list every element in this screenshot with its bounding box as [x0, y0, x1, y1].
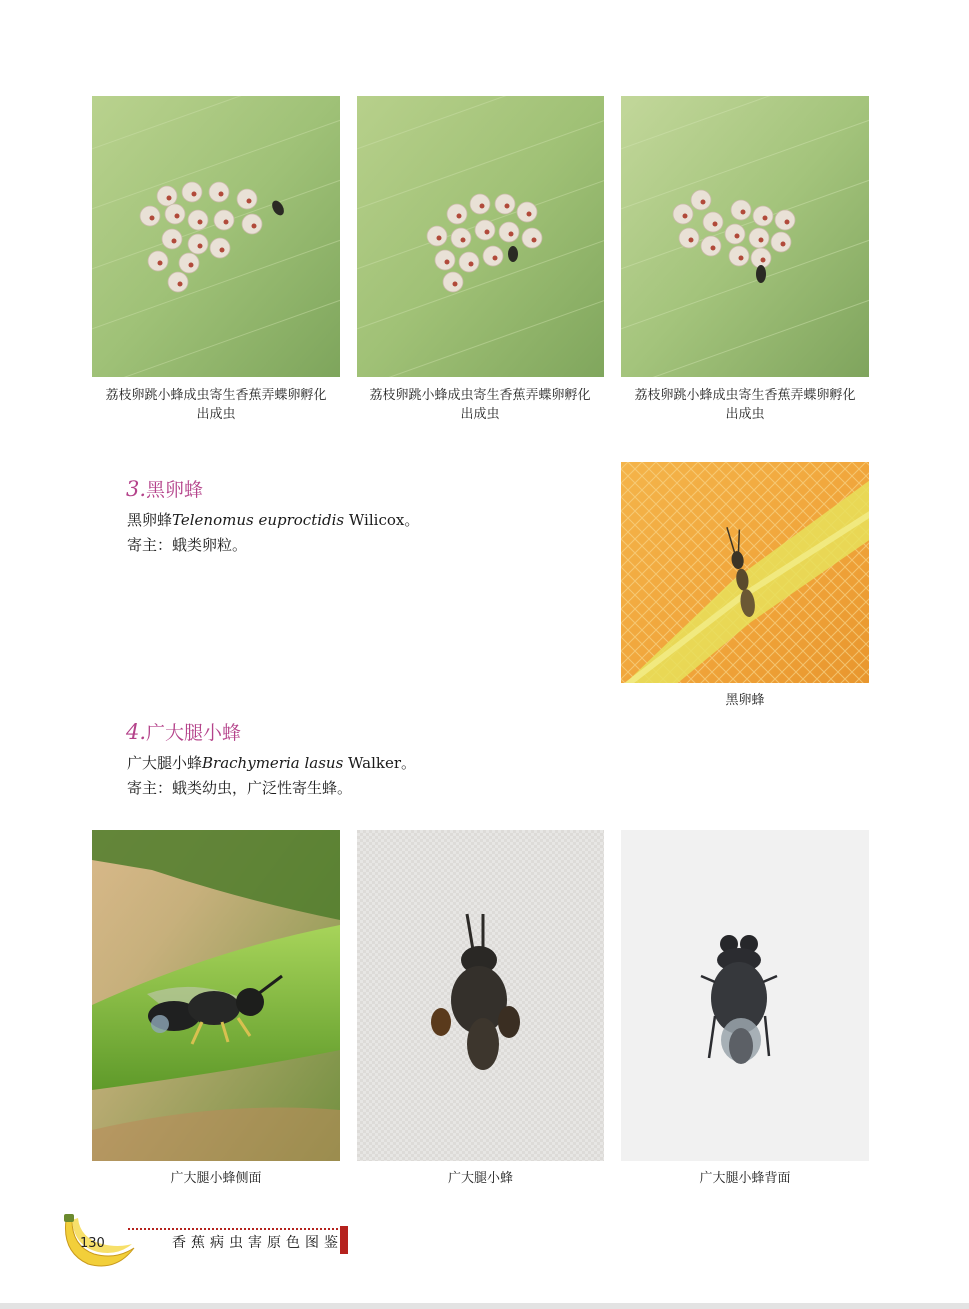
photo-brachymeria-dorsal: [621, 830, 869, 1161]
photo-egg-mass-2: [357, 96, 604, 377]
caption-egg-mass-2: 荔枝卵跳小蜂成虫寄生香蕉弄蝶卵孵化 出成虫: [369, 388, 591, 422]
section-4-host-line: 寄主：蛾类幼虫，广泛性寄生蜂。: [127, 779, 353, 797]
section-3-host-line: 寄主：蛾类卵粒。: [127, 536, 248, 554]
page-number: 130: [80, 1236, 105, 1251]
section-4-title: 广大腿小蜂: [146, 722, 242, 744]
photo-brachymeria-side: [92, 830, 340, 1161]
caption-brachymeria-side: 广大腿小蜂侧面: [170, 1171, 262, 1186]
book-title: 香蕉病虫害原色图鉴: [172, 1235, 343, 1251]
section-4-number: 4.: [126, 720, 147, 744]
page-bottom-edge: [0, 1303, 969, 1309]
caption-telenomus: 黑卵蜂: [725, 693, 765, 708]
section-4-heading: [126, 718, 241, 745]
photo-brachymeria-front: [357, 830, 604, 1161]
caption-brachymeria-front: 广大腿小蜂: [447, 1171, 513, 1186]
caption-egg-mass-3: 荔枝卵跳小蜂成虫寄生香蕉弄蝶卵孵化 出成虫: [634, 388, 856, 422]
photo-egg-mass-1: [92, 96, 340, 377]
photo-telenomus: [621, 462, 869, 683]
section-3-title: 黑卵蜂: [146, 479, 204, 501]
photo-egg-mass-3: [621, 96, 869, 377]
caption-egg-mass-1: 荔枝卵跳小蜂成虫寄生香蕉弄蝶卵孵化 出成虫: [105, 388, 327, 422]
section-3-species-line: 黑卵蜂Telenomus euproctidis Wilicox。: [127, 511, 420, 529]
section-3-number: 3.: [126, 477, 147, 501]
section-4-species-line: 广大腿小蜂Brachymeria lasus Walker。: [127, 754, 417, 772]
section-3-heading: [126, 475, 203, 502]
caption-brachymeria-dorsal: 广大腿小蜂背面: [699, 1171, 791, 1186]
footer-dotted-rule: [128, 1228, 338, 1230]
